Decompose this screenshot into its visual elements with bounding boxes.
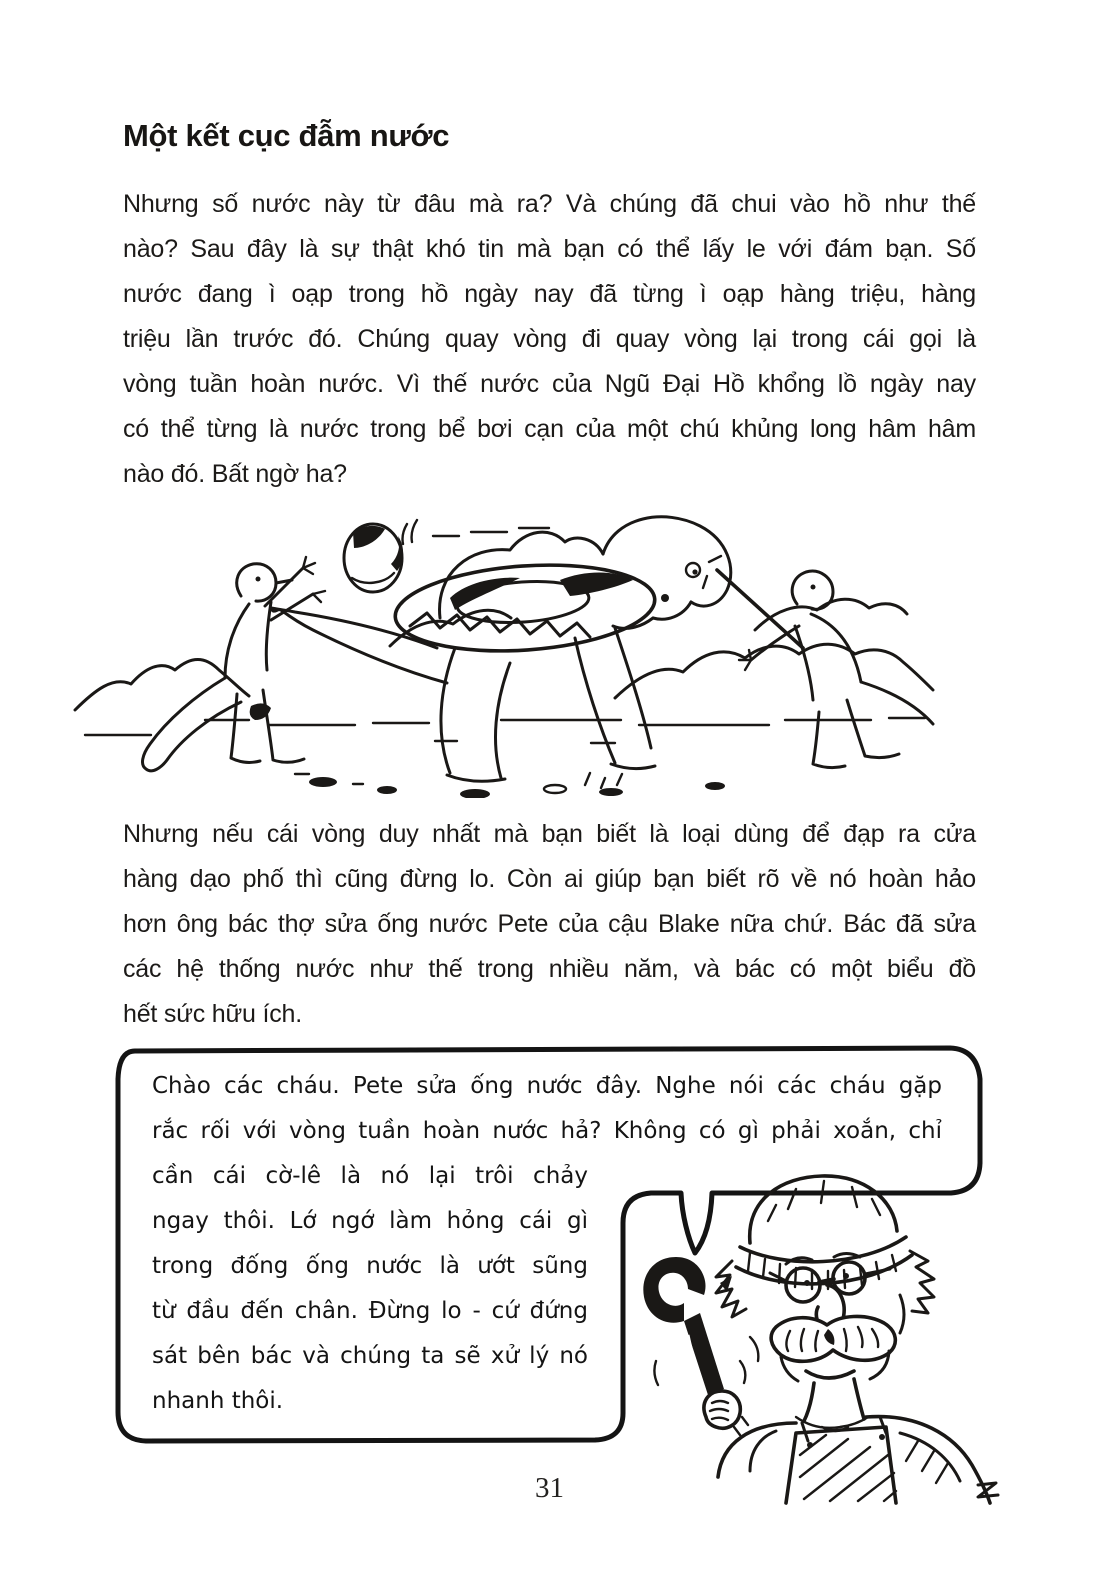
text-line: hàng dạo phố thì cũng đừng lo. Còn ai giúp bạn biết rõ về nó hoàn hảo <box>123 865 976 893</box>
text-line: hơn ông bác thợ sửa ống nước Pete của cậu Blake nữa chứ. Bác đã sửa <box>123 910 976 938</box>
text-line: Chào các cháu. Pete sửa ống nước đây. Nghe nói các cháu gặp <box>152 1073 942 1099</box>
ground-lines <box>85 718 925 743</box>
text-line: trong đống ống nước là ướt sũng <box>152 1253 588 1279</box>
text-line: rắc rối với vòng tuần hoàn nước hả? Không có gì phải xoắn, chỉ <box>152 1118 942 1144</box>
text-line: các hệ thống nước như thế trong nhiều năm, và bác có một biểu đồ <box>123 955 976 983</box>
wrench-icon <box>643 1257 758 1435</box>
speech-bubble-text-top <box>152 1064 942 1154</box>
text-line: nước đang ì oạp trong hồ ngày nay đã từng ì oạp hàng triệu, hàng <box>123 280 976 308</box>
big-dinosaur <box>271 517 731 788</box>
small-dinosaur-left <box>143 557 325 771</box>
artist-signature <box>978 1483 998 1497</box>
text-line: sát bên bác và chúng ta sẽ xử lý nó <box>152 1343 588 1369</box>
text-line: ngay thôi. Lớ ngớ làm hỏng cái gì <box>152 1208 588 1234</box>
paragraph-1 <box>123 182 976 497</box>
plumber-pete-illustration <box>600 1165 1020 1505</box>
text-line: Nhưng nếu cái vòng duy nhất mà bạn biết là loại dùng để đạp ra cửa <box>123 820 976 848</box>
rocks <box>295 774 725 798</box>
text-line: nhanh thôi. <box>152 1388 284 1414</box>
page-title: Một kết cục đẫm nước <box>123 118 450 153</box>
text-line: hết sức hữu ích. <box>123 1000 302 1028</box>
paragraph-2 <box>123 812 976 1037</box>
dinosaur-scene-illustration <box>55 498 960 798</box>
beanie-hat <box>736 1176 912 1289</box>
text-line: nào đó. Bất ngờ ha? <box>123 460 347 488</box>
text-line: từ đầu đến chân. Đừng lo - cứ đứng <box>152 1298 588 1324</box>
page-number: 31 <box>535 1472 564 1504</box>
small-dinosaur-right <box>703 556 933 768</box>
text-line: Nhưng số nước này từ đâu mà ra? Và chúng đã chui vào hồ như thế <box>123 190 976 218</box>
text-line: cần cái cờ-lê là nó lại trôi chảy <box>152 1163 588 1189</box>
text-line: có thể từng là nước trong bể bơi cạn của một chú khủng long hâm hâm <box>123 415 976 443</box>
text-line: vòng tuần hoàn nước. Vì thế nước của Ngũ Đại Hồ khổng lồ ngày nay <box>123 370 976 398</box>
speech-bubble-text-bottom <box>152 1154 588 1424</box>
text-line: nào? Sau đây là sự thật khó tin mà bạn có thể lấy le với đám bạn. Số <box>123 235 976 263</box>
text-line: triệu lần trước đó. Chúng quay vòng đi quay vòng lại trong cái gọi là <box>123 325 976 353</box>
